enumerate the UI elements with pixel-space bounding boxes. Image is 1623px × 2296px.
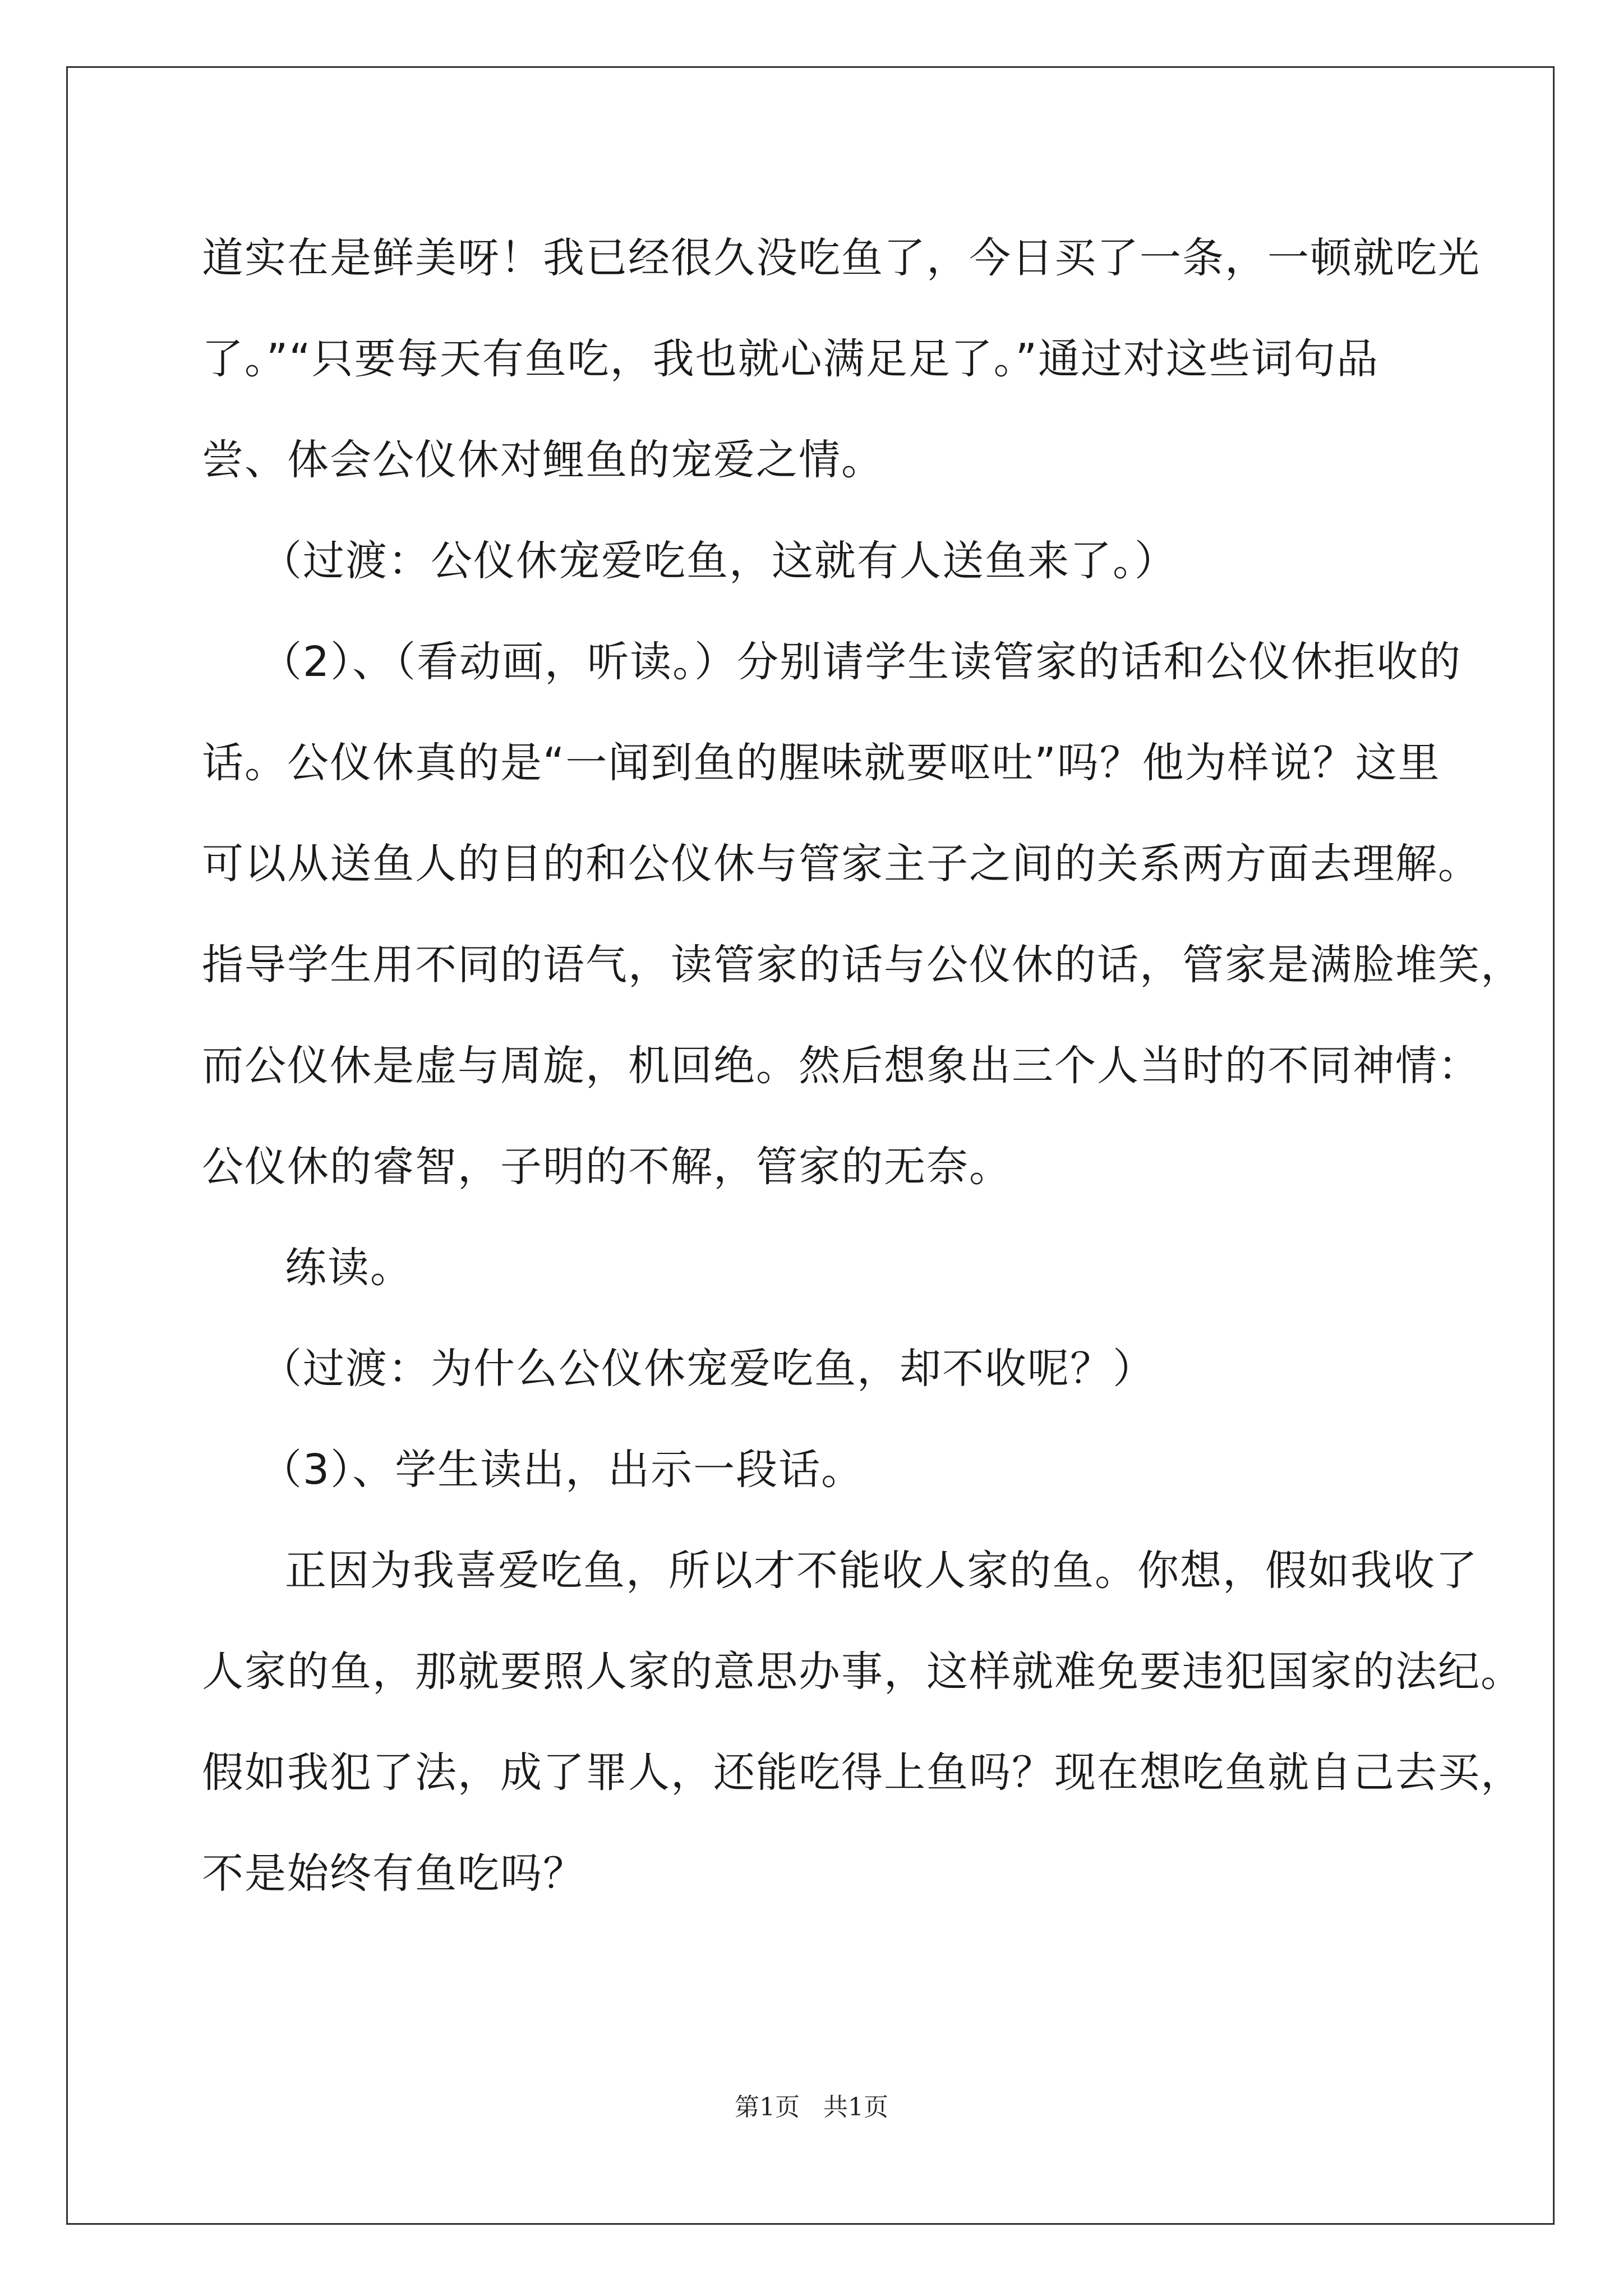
text-line: 可以从送鱼人的目的和公仪休与管家主子之间的关系两方面去理解。 [202,840,1481,888]
text-line: 练读。 [285,1244,413,1292]
document-body [202,208,1523,1924]
page-number-footer: 第1页 共1页 [735,2093,888,2122]
text-line: 指导学生用不同的语气，读管家的话与公仪休的话，管家是满脸堆笑， [202,941,1523,989]
text-line: 人家的鱼，那就要照人家的意思办事，这样就难免要违犯国家的法纪。 [202,1648,1523,1696]
text-line: （过渡：公仪休宠爱吃鱼，这就有人送鱼来了。） [260,537,1177,585]
text-line: （过渡：为什么公仪休宠爱吃鱼，却不收呢？） [260,1345,1155,1393]
text-line: 了。”“只要每天有鱼吃，我也就心满足足了。”通过对这些词句品 [202,335,1380,383]
text-line: 尝、体会公仪休对鲤鱼的宠爱之情。 [202,436,884,484]
text-line: 正因为我喜爱吃鱼，所以才不能收人家的鱼。你想，假如我收了 [285,1547,1478,1595]
text-line: （3）、学生读出，出示一段话。 [260,1446,864,1494]
text-line: 话。公仪休真的是“一闻到鱼的腥味就要呕吐”吗？他为样说？这里 [202,739,1441,787]
text-line: 道实在是鲜美呀！我已经很久没吃鱼了，今日买了一条，一顿就吃光 [202,234,1481,282]
text-line: （2）、（看动画，听读。）分别请学生读管家的话和公仪休拒收的 [260,638,1462,686]
text-line: 而公仪休是虚与周旋，机回绝。然后想象出三个人当时的不同神情： [202,1042,1481,1090]
text-line: 不是始终有鱼吃吗？ [202,1849,585,1898]
text-line: 公仪休的睿智，子明的不解，管家的无奈。 [202,1143,1012,1191]
text-line: 假如我犯了法，成了罪人，还能吃得上鱼吗？现在想吃鱼就自己去买， [202,1749,1523,1797]
